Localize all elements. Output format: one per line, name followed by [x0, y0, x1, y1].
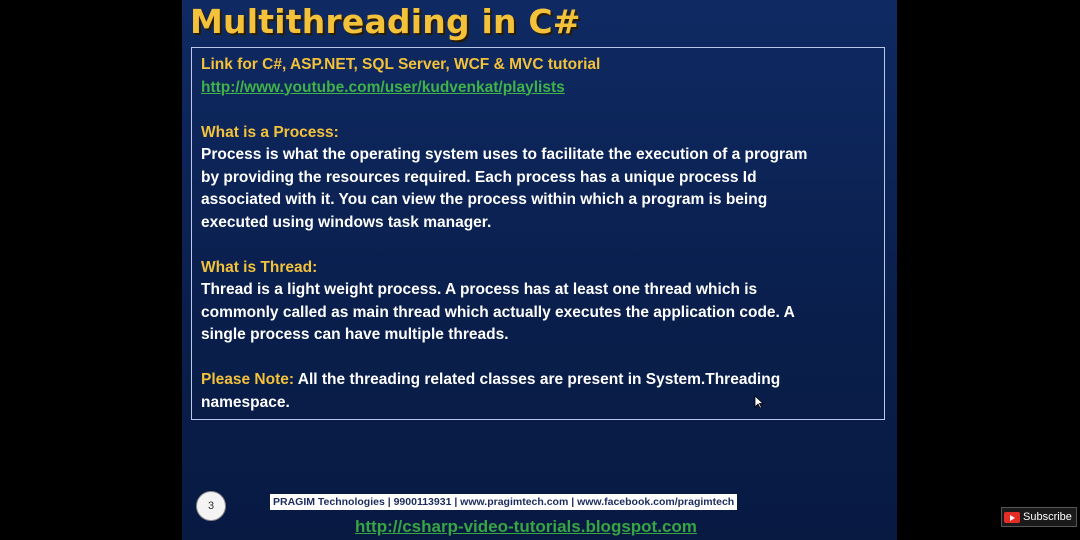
slide-number: 3: [207, 500, 215, 512]
footer-blog-link[interactable]: http://csharp-video-tutorials.blogspot.com: [355, 517, 697, 536]
note-text: All the threading related classes are present in System.Threading: [294, 371, 781, 388]
slide-content-box: [191, 47, 885, 420]
mouse-cursor-icon: [754, 395, 764, 409]
note-line: [201, 369, 874, 392]
thread-text-line: Thread is a light weight process. A process has at least one thread which is: [201, 281, 758, 298]
note-text-continued: namespace.: [201, 393, 290, 411]
footer-company-info: PRAGIM Technologies | 9900113931 | www.pragimtech.com | www.facebook.com/pragimtech: [270, 494, 737, 510]
subscribe-button[interactable]: [1001, 507, 1077, 527]
process-text-line: associated with it. You can view the process within which a program is being: [201, 191, 768, 208]
process-text-line: executed using windows task manager.: [201, 213, 492, 231]
note-label: Please Note:: [201, 371, 295, 388]
subscribe-label: Subscribe: [1023, 511, 1072, 523]
process-text-line: Process is what the operating system uses to facilitate the execution of a program: [201, 146, 808, 163]
process-text-line: by providing the resources required. Each process has a unique process Id: [201, 168, 757, 186]
tutorial-link-label: Link for C#, ASP.NET, SQL Server, WCF & MVC tutorial: [201, 56, 601, 73]
slide-title: Multithreading in C#: [190, 2, 581, 41]
presentation-slide: [182, 0, 897, 540]
thread-heading: What is Thread:: [201, 258, 318, 276]
thread-text-line: commonly called as main thread which actually executes the application code. A: [201, 303, 795, 321]
thread-text-line: single process can have multiple threads.: [201, 326, 509, 343]
youtube-icon: [1004, 512, 1020, 523]
process-heading: What is a Process:: [201, 123, 339, 141]
playlist-link[interactable]: http://www.youtube.com/user/kudvenkat/playlists: [201, 78, 565, 96]
slide-number-badge: [196, 491, 226, 521]
